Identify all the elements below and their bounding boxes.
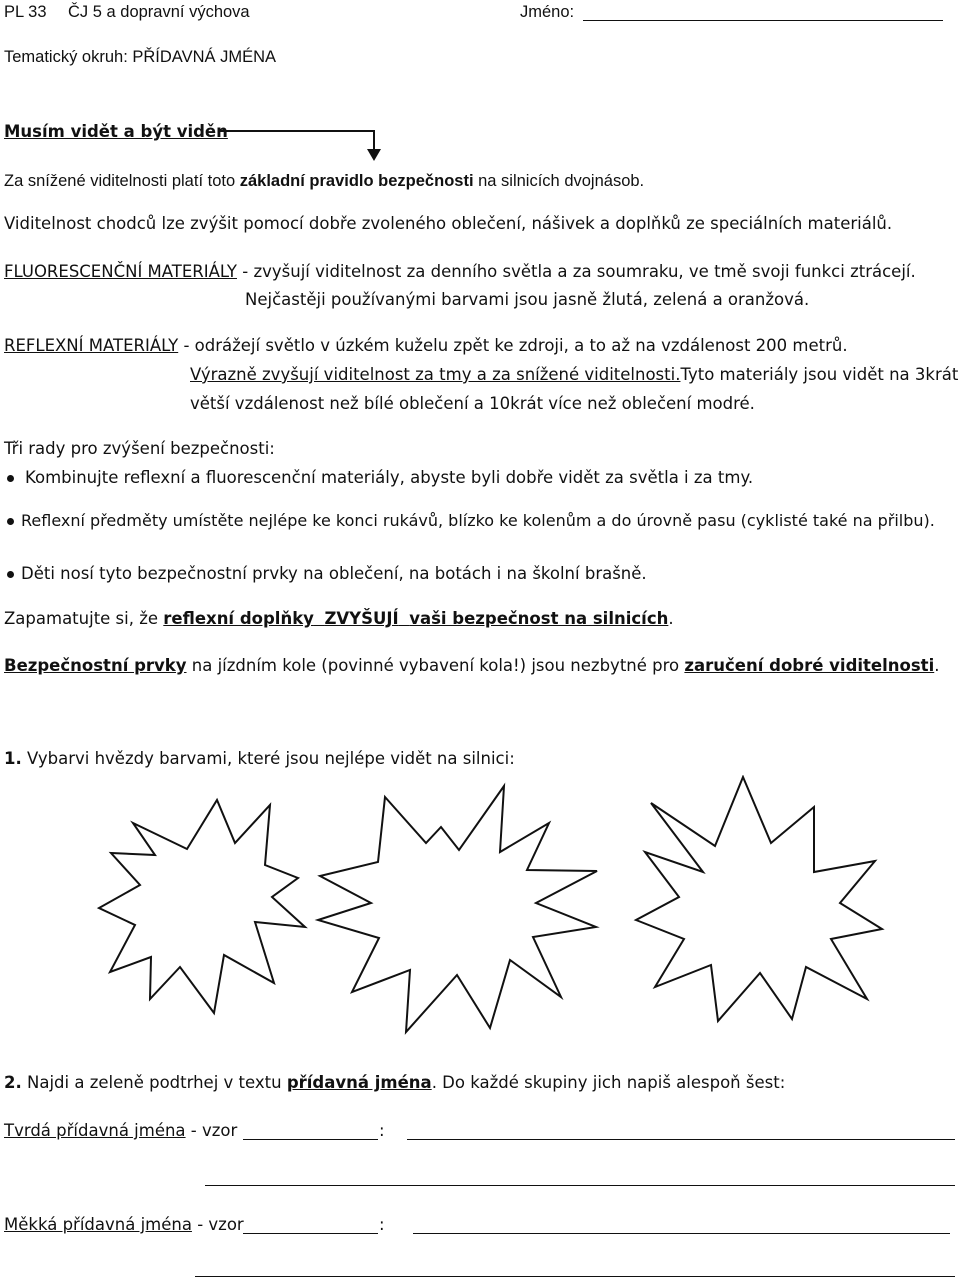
reflective-text: - odrážejí světlo v úzkém kuželu zpět ke zdroji, a to až na vzdálenost 200 metrů. (178, 336, 848, 355)
rule-text-bold: základní pravidlo bezpečnosti (239, 172, 474, 190)
task2-number: 2. (4, 1073, 22, 1092)
rule-text-post: na silnicích dvojnásob. (473, 172, 645, 190)
fluorescent-text: - zvyšují viditelnost za denního světla a za soumraku, ve tmě svoji funkci ztrácejí. (237, 262, 916, 281)
bullet-icon (7, 571, 14, 578)
star-left-icon[interactable] (99, 800, 305, 1013)
soft-colon: : (379, 1215, 385, 1234)
worksheet-subject: ČJ 5 a dopravní výchova (68, 3, 250, 21)
star-middle-icon[interactable] (318, 786, 597, 1032)
remember-part1: reflexní doplňky (163, 609, 314, 628)
soft-adjectives-sep: - vzor (191, 1215, 244, 1234)
remember-post: . (668, 609, 674, 628)
remember-part2: ZVYŠUJÍ (324, 609, 399, 628)
name-label: Jméno: (520, 3, 575, 21)
bike-mid: na jízdním kole (povinné vybavení kola!) jsou nezbytné pro (186, 656, 685, 675)
soft-pattern-field[interactable] (243, 1233, 378, 1234)
hard-adjectives-label: Tvrdá přídavná jména (4, 1121, 186, 1140)
bullet-icon (7, 518, 14, 525)
task2-bold: přídavná jména (286, 1073, 432, 1092)
hard-answer-line-1[interactable] (407, 1139, 955, 1140)
hard-pattern-field[interactable] (243, 1139, 378, 1140)
hard-adjectives-sep: - vzor (185, 1121, 238, 1140)
topic-label: Tematický okruh: (4, 48, 128, 66)
worksheet-code: PL 33 (4, 3, 47, 21)
task1-text: Vybarvi hvězdy barvami, které jsou nejlépe vidět na silnici: (21, 749, 515, 768)
bike-term: Bezpečnostní prvky (4, 656, 187, 675)
task2-pre: Najdi a zeleně podtrhej v textu (21, 1073, 287, 1092)
bike-post: . (934, 656, 940, 675)
remember-part3: vaši bezpečnost na silnicích (409, 609, 669, 628)
reflective-detail-rest: Tyto materiály jsou vidět na 3krát (680, 365, 959, 384)
topic-value: PŘÍDAVNÁ JMÉNA (132, 48, 277, 66)
tip-item: Reflexní předměty umístěte nejlépe ke konci rukávů, blízko ke kolenům a do úrovně pasu (cyklisté také na přilbu). (21, 511, 935, 530)
bike-term2: zaručení dobré viditelnosti (684, 656, 935, 675)
topic-line (4, 46, 276, 68)
star-right-icon[interactable] (636, 777, 882, 1021)
reflective-paragraph (4, 335, 848, 357)
remember-pre: Zapamatujte si, že (4, 609, 164, 628)
task1-number: 1. (4, 749, 22, 768)
tip-item: Kombinujte reflexní a fluorescenční materiály, abyste byli dobře vidět za světla i za tmy. (25, 468, 754, 487)
stars-area (0, 775, 960, 1075)
task2 (4, 1072, 785, 1094)
soft-adjectives-row (4, 1214, 244, 1236)
arrow-down-icon (218, 125, 388, 165)
reflective-detail (190, 364, 958, 386)
bullet-icon (7, 475, 14, 482)
rule-paragraph (4, 170, 644, 192)
tips-title: Tři rady pro zvýšení bezpečnosti: (4, 439, 275, 458)
reflective-distance: větší vzdálenost než bílé oblečení a 10krát více než oblečení modré. (190, 394, 755, 413)
remember-paragraph (4, 608, 674, 630)
fluorescent-colors: Nejčastěji používanými barvami jsou jasně žlutá, zelená a oranžová. (245, 290, 810, 309)
soft-answer-line-2[interactable] (195, 1276, 955, 1277)
bike-paragraph (4, 655, 939, 677)
section-title: Musím vidět a být viděn (4, 122, 228, 141)
visibility-paragraph: Viditelnost chodců lze zvýšit pomocí dobře zvoleného oblečení, nášivek a doplňků ze speciálních materiálů. (4, 214, 893, 233)
task1 (4, 748, 515, 770)
task2-post: . Do každé skupiny jich napiš alespoň šest: (431, 1073, 786, 1092)
reflective-detail-underlined: Výrazně zvyšují viditelnost za tmy a za snížené viditelnosti. (190, 365, 681, 384)
name-field-line[interactable] (583, 20, 943, 21)
rule-text-pre: Za snížené viditelnosti platí toto (4, 172, 240, 190)
soft-adjectives-label: Měkká přídavná jména (4, 1215, 192, 1234)
reflective-term: REFLEXNÍ MATERIÁLY (4, 336, 179, 355)
fluorescent-term: FLUORESCENČNÍ MATERIÁLY (4, 262, 237, 281)
hard-answer-line-2[interactable] (205, 1185, 955, 1186)
hard-colon: : (379, 1121, 385, 1140)
soft-answer-line-1[interactable] (413, 1233, 950, 1234)
fluorescent-paragraph (4, 261, 916, 283)
hard-adjectives-row (4, 1120, 237, 1142)
tip-item: Děti nosí tyto bezpečnostní prvky na oblečení, na botách i na školní brašně. (21, 564, 647, 583)
